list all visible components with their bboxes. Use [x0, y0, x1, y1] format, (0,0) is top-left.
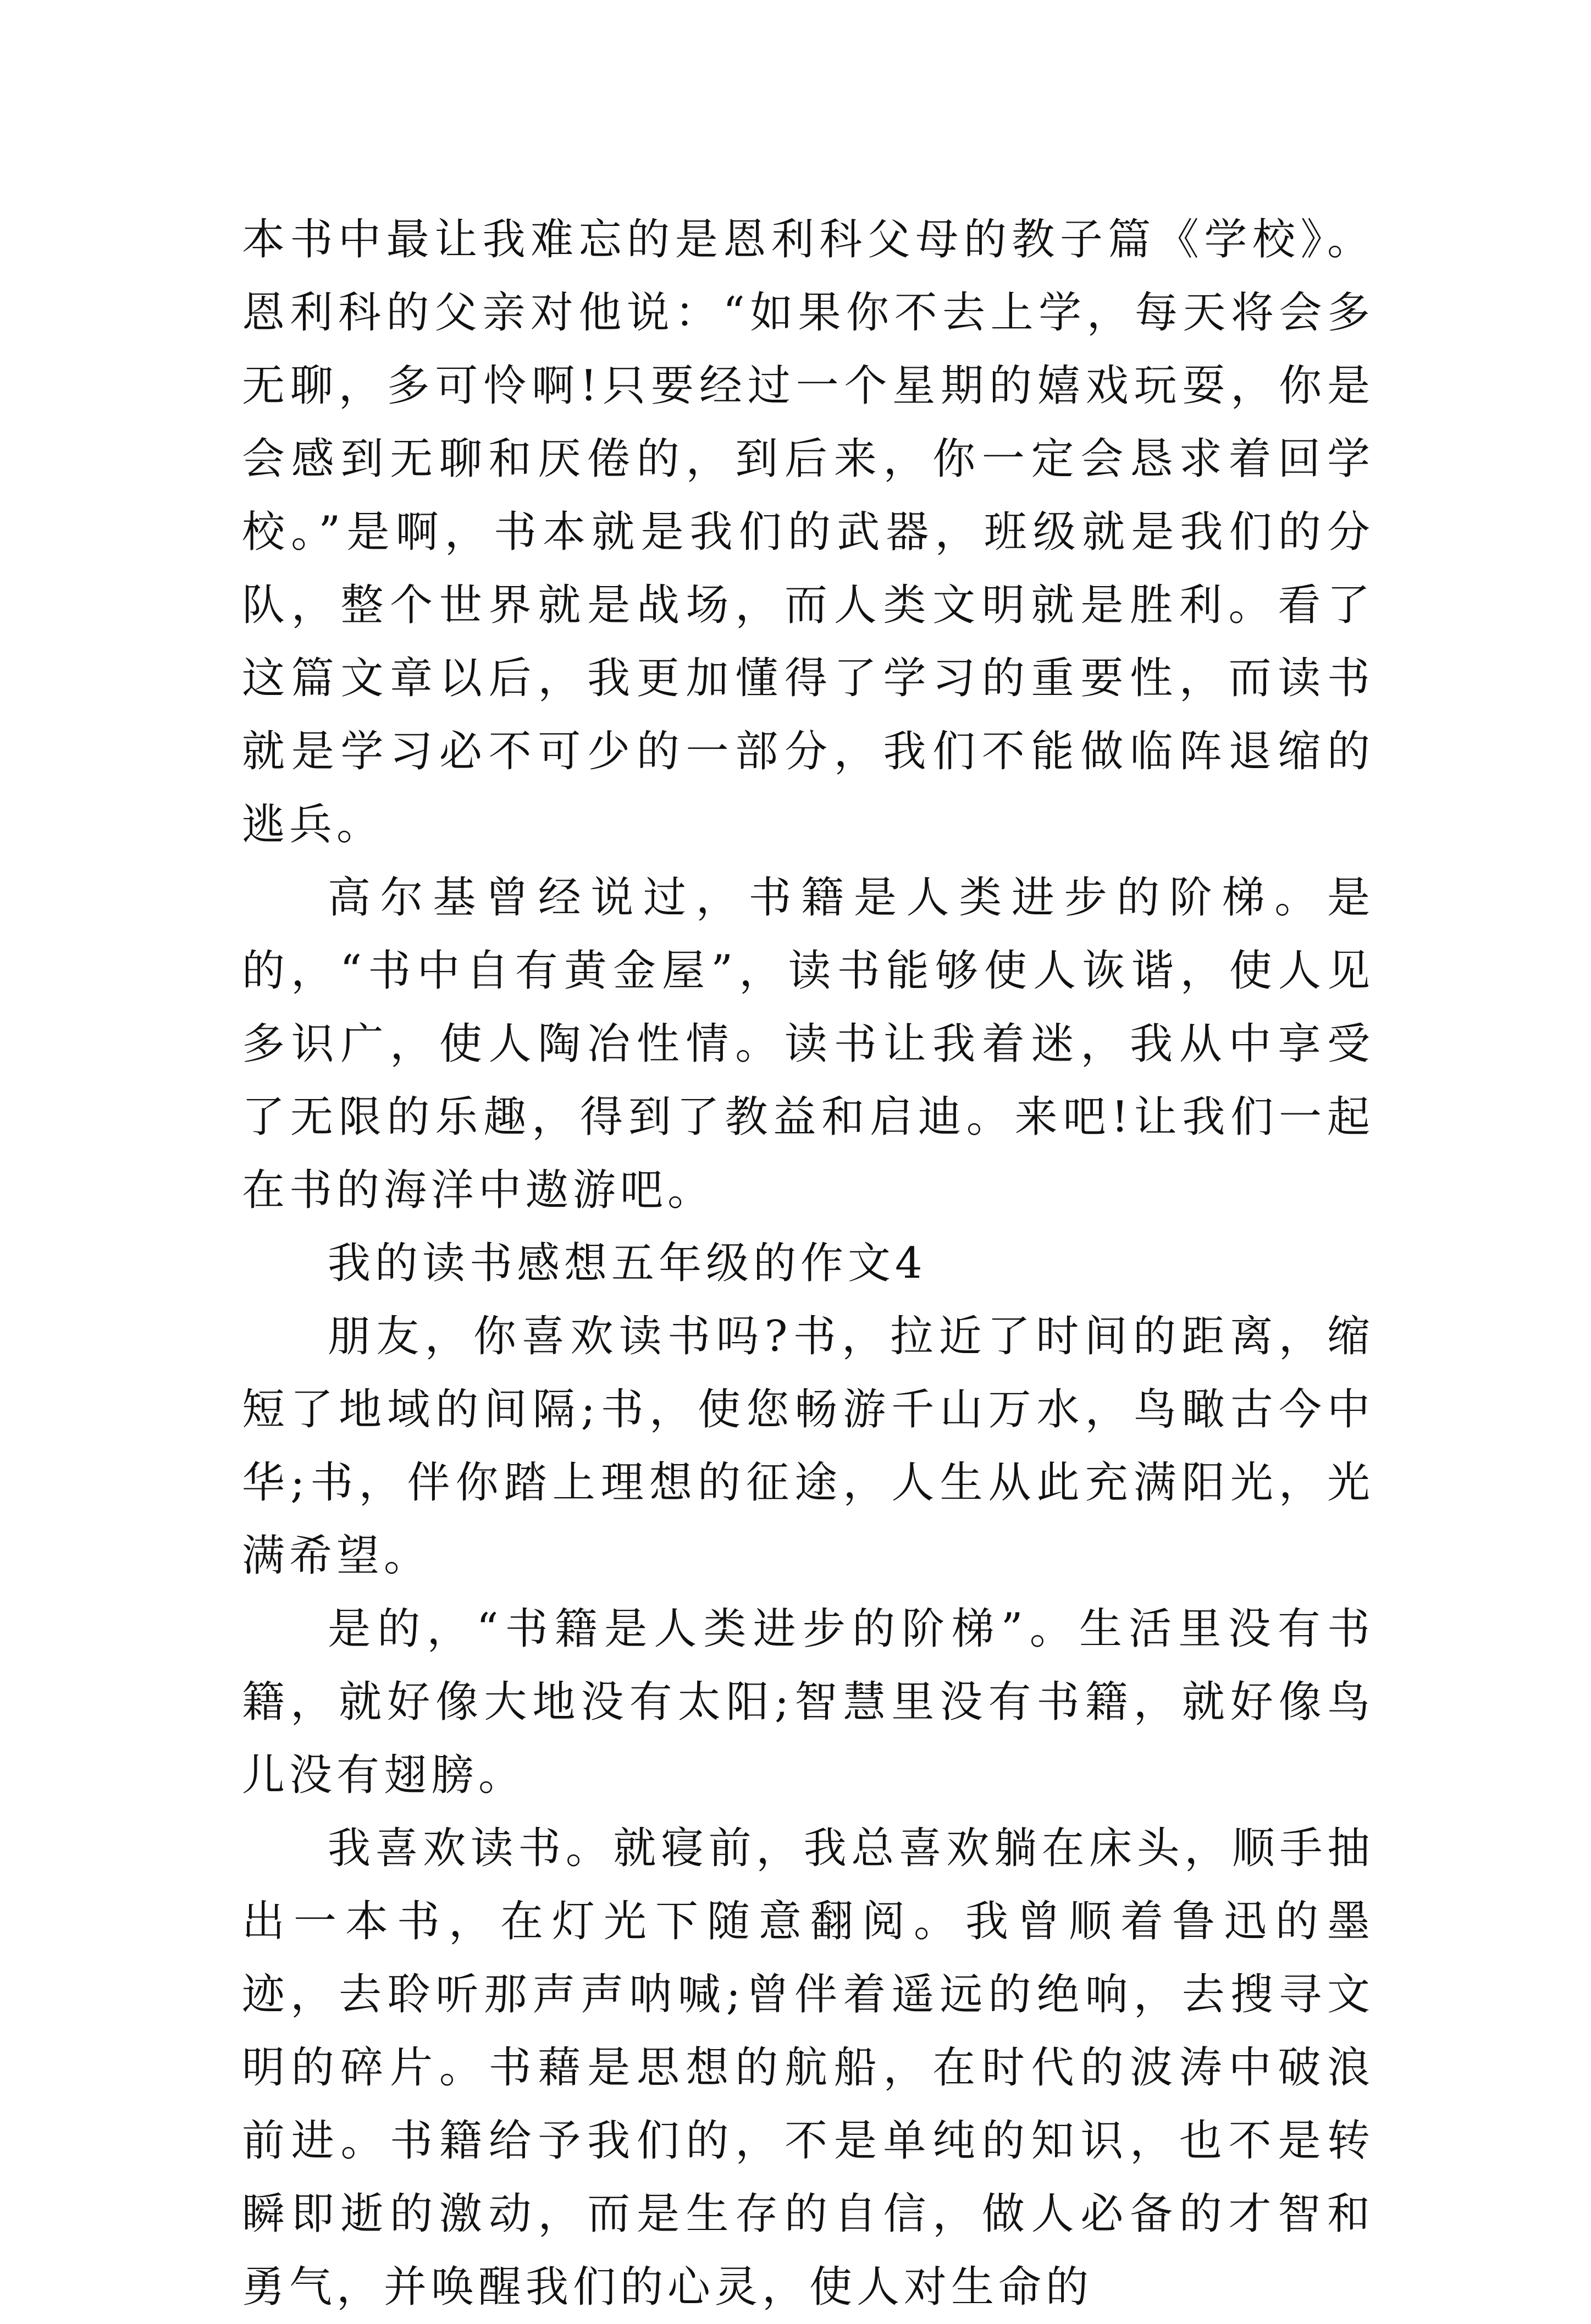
- paragraph-2: 高尔基曾经说过，书籍是人类进步的阶梯。是的，“书中自有黄金屋”，读书能够使人诙谐，使人见多识广，使人陶冶性情。读书让我着迷，我从中享受了无限的乐趣，得到了教益和启迪。来吧!让我们一起在书的海洋中遨游吧。: [242, 873, 1374, 1215]
- paragraph-3: 朋友，你喜欢读书吗?书，拉近了时间的距离，缩短了地域的间隔;书，使您畅游千山万水，鸟瞰古今中华;书，伴你踏上理想的征途，人生从此充满阳光，光满希望。: [242, 1312, 1374, 1581]
- paragraph-4: 是的，“书籍是人类进步的阶梯”。生活里没有书籍，就好像大地没有太阳;智慧里没有书籍，就好像鸟儿没有翅膀。: [242, 1604, 1374, 1800]
- paragraph-5: 我喜欢读书。就寝前，我总喜欢躺在床头，顺手抽出一本书，在灯光下随意翻阅。我曾顺着鲁迅的墨迹，去聆听那声声呐喊;曾伴着遥远的绝响，去搜寻文明的碎片。书藉是思想的航船，在时代的波涛中破浪前进。书籍给予我们的，不是单纯的知识，也不是转瞬即逝的激动，而是生存的自信，做人必备的才智和勇气，并唤醒我们的心灵，使人对生命的: [242, 1824, 1374, 2312]
- paragraph-1: 本书中最让我难忘的是恩利科父母的教子篇《学校》。恩利科的父亲对他说：“如果你不去上学，每天将会多无聊，多可怜啊!只要经过一个星期的嬉戏玩耍，你是会感到无聊和厌倦的，到后来，你一定会恳求着回学校。”是啊，书本就是我们的武器，班级就是我们的分队，整个世界就是战场，而人类文明就是胜利。看了这篇文章以后，我更加懂得了学习的重要性，而读书就是学习必不可少的一部分，我们不能做临阵退缩的逃兵。: [242, 215, 1374, 849]
- body-text: [242, 203, 1374, 2324]
- section-heading: 我的读书感想五年级的作文4: [328, 1239, 927, 1288]
